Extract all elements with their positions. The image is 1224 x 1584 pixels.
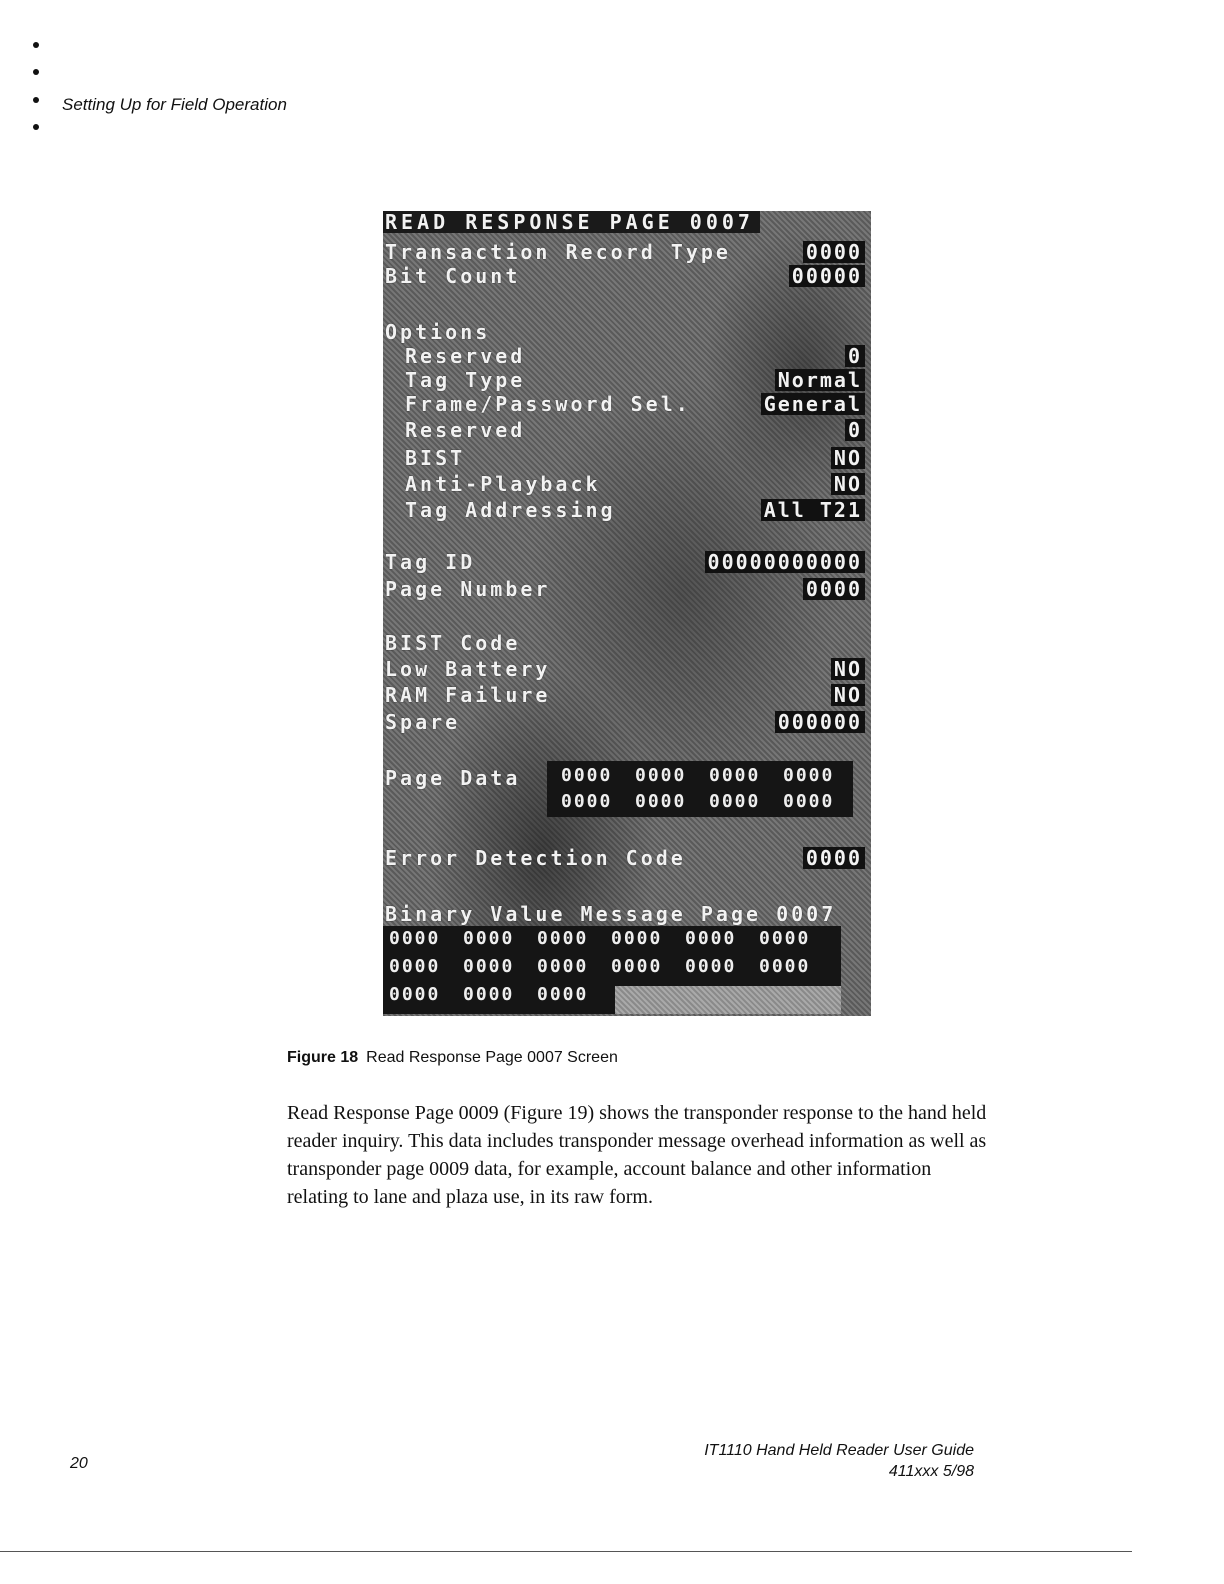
binary-value-cell: 0000 [685, 956, 737, 977]
binary-value-label: Binary Value Message Page 0007 [385, 902, 837, 926]
option-label: Tag Type [405, 368, 526, 392]
options-heading: Options [385, 320, 491, 344]
option-label: Reserved [405, 418, 526, 442]
binary-value-cell: 0000 [463, 928, 515, 949]
binary-value-row [383, 984, 597, 1006]
page-data-label: Page Data [385, 766, 521, 790]
spare-label: Spare [385, 710, 461, 734]
read-response-screen [383, 211, 871, 1016]
page-data-cell: 0000 [709, 765, 761, 786]
spare-value: 000000 [775, 711, 865, 733]
page-data-cell: 0000 [709, 791, 761, 812]
bist-code-heading: BIST Code [385, 631, 521, 655]
option-value: 0 [845, 345, 865, 367]
page-data-row [547, 791, 843, 813]
bit-count-value: 00000 [789, 265, 865, 287]
page-number-label: Page Number [385, 577, 551, 601]
margin-bullet [33, 124, 39, 130]
page-data-cell: 0000 [783, 791, 835, 812]
bit-count-label: Bit Count [385, 264, 521, 288]
option-value: NO [831, 473, 865, 495]
page-data-grid [547, 761, 853, 817]
option-value: NO [831, 447, 865, 469]
page-data-cell: 0000 [561, 765, 613, 786]
binary-value-cell: 0000 [389, 984, 441, 1005]
error-detection-value: 0000 [803, 847, 865, 869]
footer-title [704, 1440, 974, 1482]
page-data-cell: 0000 [635, 765, 687, 786]
option-label: BIST [405, 446, 466, 470]
screen-title: READ RESPONSE PAGE 0007 [383, 211, 760, 233]
running-head: Setting Up for Field Operation [62, 95, 287, 114]
error-detection-label: Error Detection Code [385, 846, 686, 870]
page-data-cell: 0000 [561, 791, 613, 812]
binary-value-row [383, 956, 819, 978]
binary-value-cell: 0000 [537, 956, 589, 977]
tag-id-value: 00000000000 [705, 551, 865, 573]
option-value: General [761, 393, 865, 415]
option-label: Reserved [405, 344, 526, 368]
option-label: Frame/Password Sel. [405, 392, 691, 416]
tag-id-label: Tag ID [385, 550, 476, 574]
margin-bullet [33, 69, 39, 75]
transaction-record-type-value: 0000 [803, 241, 865, 263]
option-value: All T21 [761, 499, 865, 521]
figure-number: Figure 18 [287, 1049, 359, 1066]
page-data-cell: 0000 [783, 765, 835, 786]
doc-number: 411xxx 5/98 [888, 1463, 974, 1480]
low-battery-value: NO [831, 658, 865, 680]
figure-caption [287, 1049, 618, 1067]
margin-bullet [33, 97, 39, 103]
binary-value-cell: 0000 [611, 956, 663, 977]
binary-value-cell: 0000 [759, 956, 811, 977]
guide-title: IT1110 Hand Held Reader User Guide [704, 1442, 974, 1459]
figure-caption-text: Read Response Page 0007 Screen [366, 1049, 618, 1066]
page-data-row [547, 765, 843, 787]
option-value: Normal [775, 369, 865, 391]
page-data-cell: 0000 [635, 791, 687, 812]
option-label: Tag Addressing [405, 498, 616, 522]
ram-failure-label: RAM Failure [385, 683, 551, 707]
page-number-value: 0000 [803, 578, 865, 600]
binary-value-cell: 0000 [537, 928, 589, 949]
binary-value-cell: 0000 [611, 928, 663, 949]
binary-value-cell: 0000 [759, 928, 811, 949]
binary-value-empty-area [615, 986, 841, 1014]
option-label: Anti-Playback [405, 472, 601, 496]
binary-value-row [383, 928, 819, 950]
binary-value-cell: 0000 [537, 984, 589, 1005]
option-value: 0 [845, 419, 865, 441]
footer-rule [0, 1551, 1132, 1552]
page-number: 20 [70, 1455, 88, 1472]
ram-failure-value: NO [831, 684, 865, 706]
low-battery-label: Low Battery [385, 657, 551, 681]
transaction-record-type-label: Transaction Record Type [385, 240, 731, 264]
body-paragraph: Read Response Page 0009 (Figure 19) shows the transponder response to the hand held reader inquiry. This data includes transponder message overhead information as well as transponder page 0009 data, for example, account balance and other information relating to lane and plaza use, in its raw form. [287, 1102, 987, 1208]
binary-value-cell: 0000 [463, 956, 515, 977]
binary-value-cell: 0000 [389, 928, 441, 949]
margin-bullet [33, 42, 39, 48]
binary-value-cell: 0000 [685, 928, 737, 949]
binary-value-cell: 0000 [389, 956, 441, 977]
binary-value-cell: 0000 [463, 984, 515, 1005]
